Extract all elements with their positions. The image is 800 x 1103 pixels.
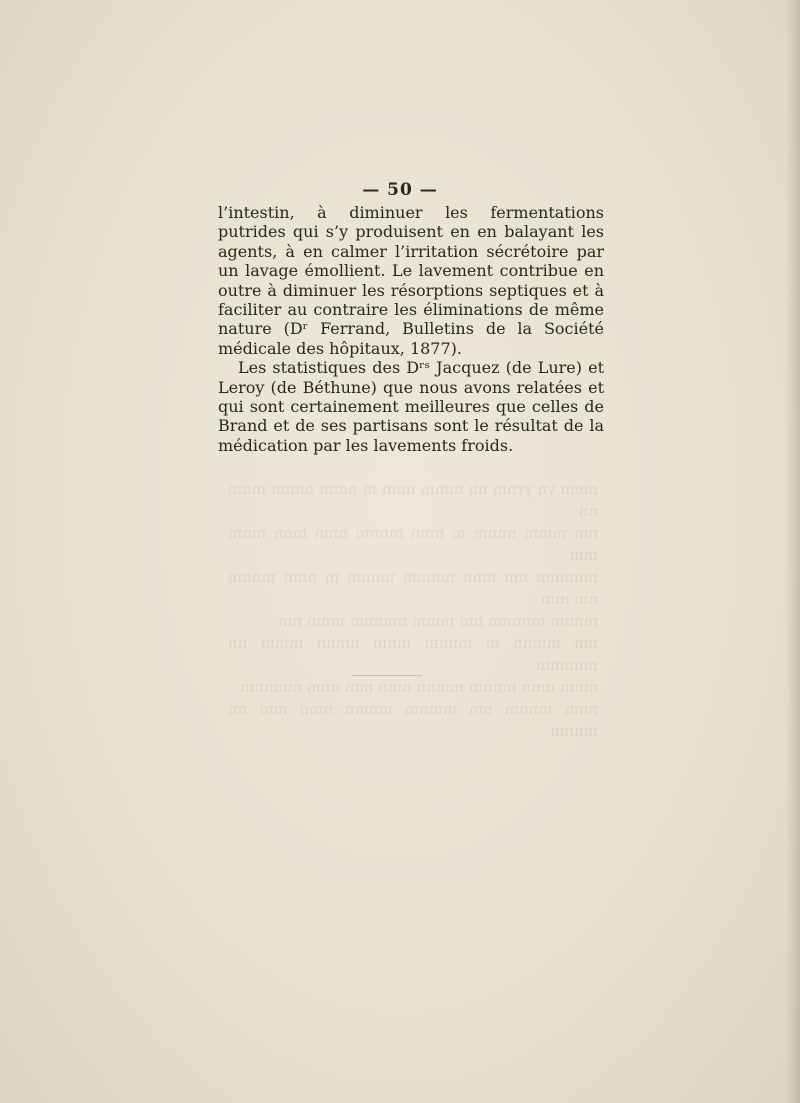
page-edge-shadow <box>786 0 800 1103</box>
page-number: — 50 — <box>362 180 438 200</box>
bleed-through-rule <box>352 675 422 676</box>
paragraph-statistics: Les statistiques des Dʳˢ Jacquez (de Lure) et Leroy (de Béthune) que nous avons relatées et qui sont certainement meilleures que celles de Brand et de ses partisans sont le résultat de la médication par les lavements froids. <box>218 358 604 455</box>
paragraph-continuation: l’intestin, à diminuer les fermentations putrides qui s’y produisent en en balayant les agents, à en calmer l’irritation sécrétoire par un lavage émollient. Le lavement contribue en outre à diminuer les résorptions septiques et à faciliter au contraire les éliminations de même nature (Dʳ Ferrand, Bulletins de la Société médicale des hôpitaux, 1877). <box>218 203 604 358</box>
body-text <box>218 203 604 455</box>
bleed-through-text: mem yn yrnm nn mmm mnn m nmm nnmn mmn nn nm mmm nnnm m nmn mnnm nnm mnn mnm mm nmmnm nm mnn mnmm nnmm m nmn mnnm nm mm mnnm mnnmn nm mmm nmnnm mnm nm nm mmnn m mnnm mnm nmnn mmm nn mnmnm mnm nmn mnnm mmnn nmn mm nnm mmnnm nmn mnnm nm mmnm mnmn nmn mm nn mnnm <box>228 480 598 740</box>
